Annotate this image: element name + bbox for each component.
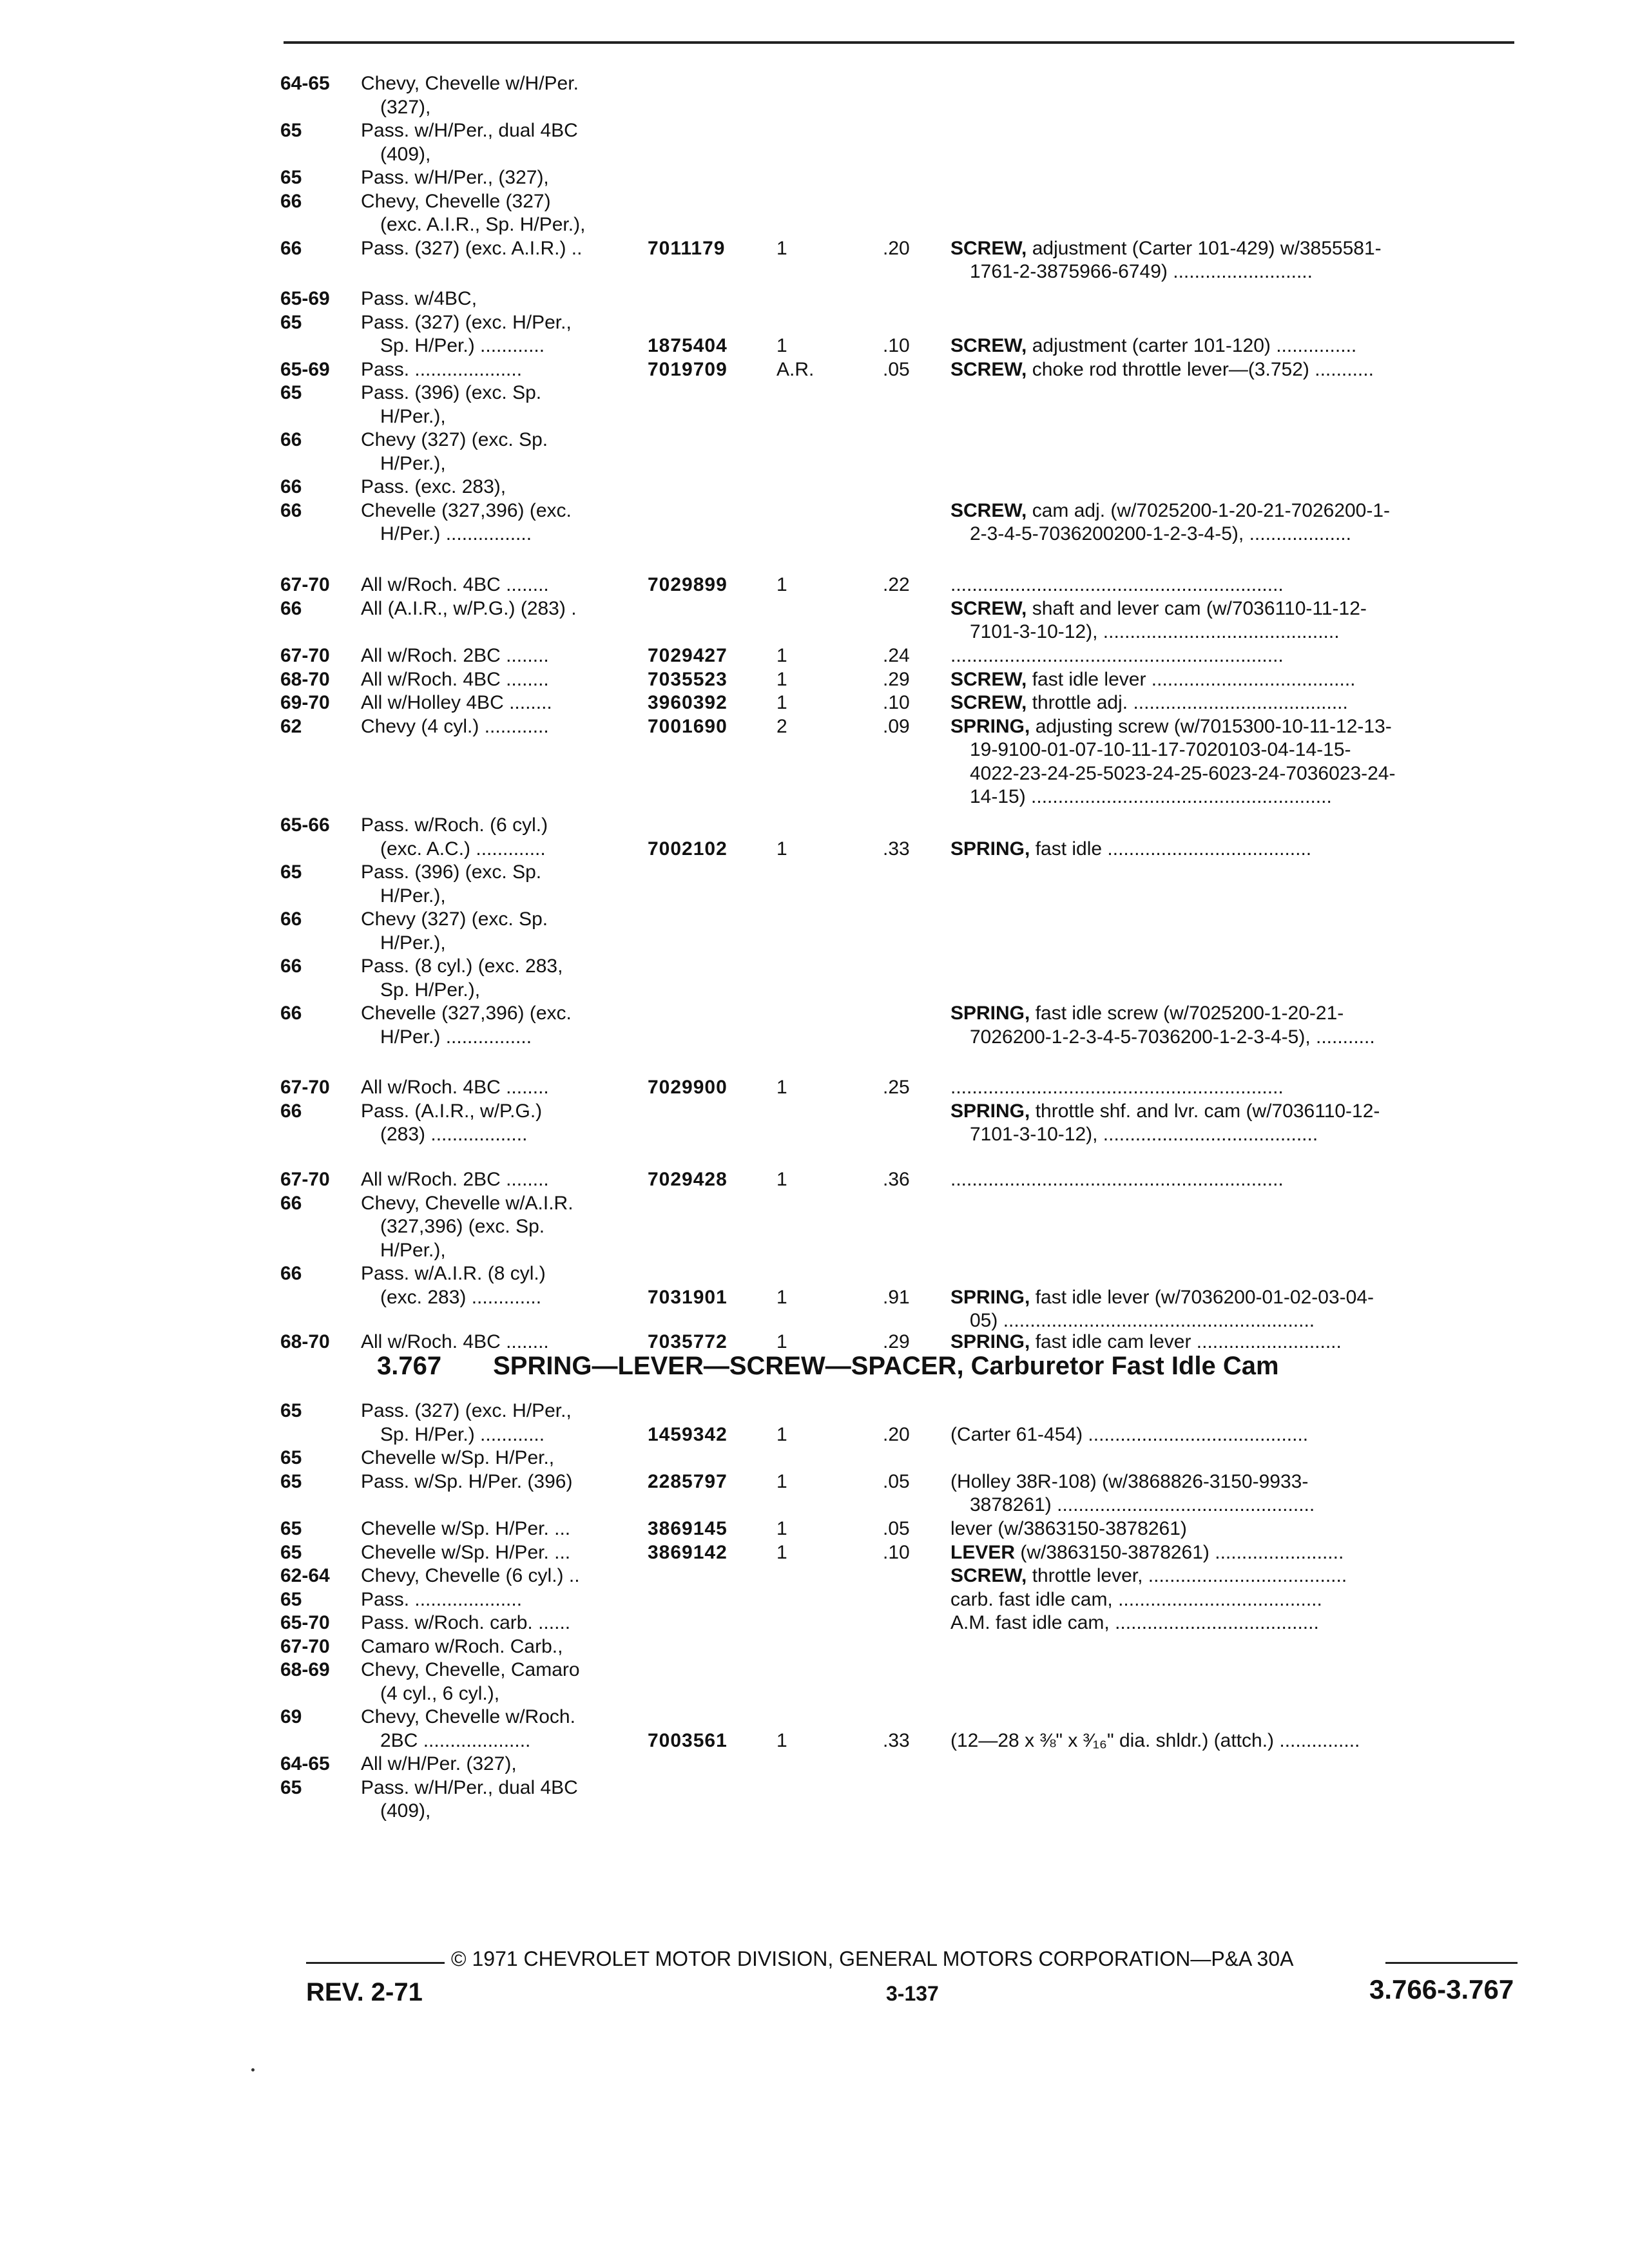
application: Chevelle (327,396) (exc. <box>361 499 572 521</box>
description <box>970 738 1530 762</box>
application: All w/Roch. 2BC ........ <box>361 1169 549 1190</box>
application: Chevy (4 cyl.) ............ <box>361 715 549 737</box>
description-text: throttle adj. ........................................ <box>1027 692 1348 713</box>
model-year: 65 <box>280 861 302 883</box>
part-number: 7019709 <box>648 358 728 380</box>
price: .29 <box>883 668 910 690</box>
description <box>970 620 1530 644</box>
description-keyword: SPRING, <box>950 1100 1030 1122</box>
description-keyword: SPRING, <box>950 838 1030 860</box>
description-text: 4022-23-24-25-5023-24-25-6023-24-7036023-24- <box>970 762 1396 784</box>
copyright-line: © 1971 CHEVROLET MOTOR DIVISION, GENERAL MOTORS CORPORATION—P&A 30A <box>451 1947 1294 1970</box>
application: Chevy (327) (exc. Sp. <box>361 908 548 930</box>
price: .05 <box>883 1518 910 1539</box>
model-year: 65-69 <box>280 358 330 380</box>
model-year: 64-65 <box>280 1753 330 1774</box>
part-number: 7001690 <box>648 715 728 737</box>
description-keyword: SPRING, <box>950 715 1030 737</box>
price: .10 <box>883 692 910 713</box>
application: H/Per.), <box>380 932 446 954</box>
description <box>950 691 1511 715</box>
description-text: 7101-3-10-12), ........................................ <box>970 1124 1318 1145</box>
quantity: 1 <box>776 335 787 356</box>
model-year: 67-70 <box>280 1635 330 1657</box>
description <box>970 260 1530 284</box>
model-year: 67-70 <box>280 574 330 595</box>
description-text: cam adj. (w/7025200-1-20-21-7026200-1- <box>1027 499 1391 521</box>
description-text: throttle shf. and lvr. cam (w/7036110-12- <box>1030 1100 1380 1122</box>
quantity: 1 <box>776 838 787 860</box>
description <box>970 1309 1530 1332</box>
description-keyword: SCREW, <box>950 597 1027 619</box>
model-year: 65 <box>280 1518 302 1539</box>
price: .20 <box>883 237 910 259</box>
description <box>950 358 1511 381</box>
description <box>950 1611 1511 1635</box>
quantity: 1 <box>776 1729 787 1751</box>
price: .09 <box>883 715 910 737</box>
application: Chevy, Chevelle w/Roch. <box>361 1706 575 1727</box>
description <box>950 1331 1511 1354</box>
application: All w/Roch. 4BC ........ <box>361 1331 549 1352</box>
quantity: 1 <box>776 1470 787 1492</box>
application: H/Per.), <box>380 885 446 907</box>
application: All (A.I.R., w/P.G.) (283) . <box>361 597 577 619</box>
footer-rule-left <box>306 1962 445 1964</box>
application: Chevy, Chevelle (327) <box>361 190 551 212</box>
application: Pass. (8 cyl.) (exc. 283, <box>361 956 563 977</box>
model-year: 68-69 <box>280 1659 330 1680</box>
description-text: 3878261) ................................................ <box>970 1494 1315 1515</box>
description <box>970 762 1530 785</box>
description-text: adjustment (Carter 101-429) w/3855581- <box>1027 237 1382 259</box>
quantity: 1 <box>776 574 787 595</box>
part-number: 3869142 <box>648 1541 728 1563</box>
model-year: 66 <box>280 429 302 450</box>
section-title: SPRING—LEVER—SCREW—SPACER, Carburetor Fast Idle Cam <box>493 1352 1279 1380</box>
section-number: 3.767 <box>377 1352 442 1380</box>
part-number: 1875404 <box>648 335 728 356</box>
application: H/Per.) ................ <box>380 523 532 544</box>
model-year: 66 <box>280 1263 302 1284</box>
price: .33 <box>883 838 910 860</box>
description-text: (12—28 x ⅜" x ³⁄₁₆" dia. shldr.) (attch.) ............... <box>950 1729 1360 1751</box>
description-text: adjusting screw (w/7015300-10-11-12-13- <box>1030 715 1392 737</box>
model-year: 68-70 <box>280 1331 330 1352</box>
description-text: A.M. fast idle cam, ...................................... <box>950 1612 1319 1633</box>
model-year: 65-69 <box>280 288 330 309</box>
description <box>950 715 1511 738</box>
application: Camaro w/Roch. Carb., <box>361 1635 563 1657</box>
description-text: shaft and lever cam (w/7036110-11-12- <box>1027 597 1367 619</box>
application: Chevelle w/Sp. H/Per. ... <box>361 1518 571 1539</box>
quantity: 2 <box>776 715 787 737</box>
description <box>970 523 1530 546</box>
model-year: 69 <box>280 1706 302 1727</box>
description <box>970 1123 1530 1146</box>
description <box>970 1494 1530 1517</box>
description-text: carb. fast idle cam, ...................................... <box>950 1588 1322 1610</box>
part-number: 1459342 <box>648 1423 728 1445</box>
description-keyword: SCREW, <box>950 1565 1027 1586</box>
application: Pass. .................... <box>361 358 523 380</box>
description-text: (Holley 38R-108) (w/3868826-3150-9933- <box>950 1470 1309 1492</box>
model-year: 67-70 <box>280 1077 330 1098</box>
description <box>950 644 1511 668</box>
application: Pass. (396) (exc. Sp. <box>361 861 542 883</box>
description <box>950 838 1511 861</box>
quantity: 1 <box>776 1541 787 1563</box>
description-keyword: SCREW, <box>950 237 1027 259</box>
quantity: 1 <box>776 668 787 690</box>
section-range: 3.766-3.767 <box>1369 1974 1514 2004</box>
model-year: 68-70 <box>280 668 330 690</box>
model-year: 65 <box>280 120 302 141</box>
description <box>950 597 1511 620</box>
application: All w/Holley 4BC ........ <box>361 692 552 713</box>
part-number: 3960392 <box>648 692 728 713</box>
application: (exc. A.I.R., Sp. H/Per.), <box>380 214 586 235</box>
part-number: 7029899 <box>648 574 728 595</box>
part-number: 7035523 <box>648 668 728 690</box>
application: Chevy, Chevelle w/H/Per. <box>361 73 579 94</box>
price: .05 <box>883 358 910 380</box>
price: .91 <box>883 1286 910 1308</box>
model-year: 65 <box>280 167 302 188</box>
model-year: 65 <box>280 1776 302 1798</box>
price: .10 <box>883 1541 910 1563</box>
application: Chevy, Chevelle (6 cyl.) .. <box>361 1565 580 1586</box>
description-text: (Carter 61-454) ......................................... <box>950 1423 1309 1445</box>
description-keyword: SCREW, <box>950 668 1027 690</box>
application: All w/H/Per. (327), <box>361 1753 517 1774</box>
description-text: choke rod throttle lever—(3.752) ........... <box>1027 358 1374 380</box>
model-year: 66 <box>280 597 302 619</box>
model-year: 65 <box>280 1447 302 1468</box>
application: Chevelle w/Sp. H/Per., <box>361 1447 555 1468</box>
application: Pass. w/Sp. H/Per. (396) <box>361 1470 573 1492</box>
model-year: 65-66 <box>280 814 330 836</box>
application: Sp. H/Per.) ............ <box>380 1423 545 1445</box>
description <box>950 1423 1511 1446</box>
application: Pass. (exc. 283), <box>361 476 506 497</box>
description-text: adjustment (carter 101-120) ............... <box>1027 335 1357 356</box>
application: Chevy, Chevelle w/A.I.R. <box>361 1192 574 1214</box>
description-text: fast idle screw (w/7025200-1-20-21- <box>1030 1003 1344 1024</box>
description <box>950 1076 1511 1099</box>
price: .29 <box>883 1331 910 1352</box>
model-year: 66 <box>280 908 302 930</box>
application: Pass. (327) (exc. H/Per., <box>361 1400 572 1421</box>
application: All w/Roch. 4BC ........ <box>361 668 549 690</box>
description-keyword: SCREW, <box>950 335 1027 356</box>
part-number: 3869145 <box>648 1518 728 1539</box>
description-text: 2-3-4-5-7036200200-1-2-3-4-5), ................... <box>970 523 1351 544</box>
application: Sp. H/Per.), <box>380 979 481 1001</box>
description-text: .............................................................. <box>950 574 1284 595</box>
application: H/Per.), <box>380 452 446 474</box>
part-number: 7003561 <box>648 1729 728 1751</box>
description-keyword: SPRING, <box>950 1286 1030 1308</box>
description <box>950 1564 1511 1588</box>
quantity: 1 <box>776 237 787 259</box>
model-year: 66 <box>280 499 302 521</box>
model-year: 69-70 <box>280 692 330 713</box>
description-text: (w/3863150-3878261) ........................ <box>1015 1541 1344 1563</box>
description-keyword: LEVER <box>950 1541 1016 1563</box>
description-keyword: SCREW, <box>950 692 1027 713</box>
page-number: 3-137 <box>886 1982 939 2005</box>
model-year: 65 <box>280 382 302 403</box>
application: All w/Roch. 4BC ........ <box>361 574 549 595</box>
model-year: 65 <box>280 1470 302 1492</box>
application: Pass. w/H/Per., dual 4BC <box>361 1776 578 1798</box>
model-year: 67-70 <box>280 1169 330 1190</box>
description-text: 19-9100-01-07-10-11-17-7020103-04-14-15- <box>970 739 1351 760</box>
section-heading <box>377 1352 1279 1381</box>
application: Pass. w/4BC, <box>361 288 477 309</box>
description <box>950 1588 1511 1611</box>
description-text: 05) .......................................................... <box>970 1310 1315 1331</box>
quantity: 1 <box>776 1286 787 1308</box>
application: All w/Roch. 4BC ........ <box>361 1077 549 1098</box>
model-year: 66 <box>280 476 302 497</box>
quantity: 1 <box>776 1077 787 1098</box>
application: Pass. w/H/Per., (327), <box>361 167 549 188</box>
model-year: 65 <box>280 1400 302 1421</box>
price: .36 <box>883 1169 910 1190</box>
description-text: 1761-2-3875966-6749) .......................... <box>970 261 1313 282</box>
application: (409), <box>380 143 431 165</box>
description-text: 14-15) ........................................................ <box>970 786 1332 807</box>
description-text: fast idle ...................................... <box>1030 838 1312 860</box>
model-year: 65 <box>280 311 302 333</box>
description-text: fast idle lever ...................................... <box>1027 668 1356 690</box>
application: Pass. w/Roch. (6 cyl.) <box>361 814 548 836</box>
application: H/Per.), <box>380 1239 446 1261</box>
part-number: 7029428 <box>648 1169 728 1190</box>
application: Chevy, Chevelle, Camaro <box>361 1659 580 1680</box>
application: (283) .................. <box>380 1124 528 1145</box>
model-year: 65-70 <box>280 1612 330 1633</box>
price: .33 <box>883 1729 910 1751</box>
quantity: 1 <box>776 1423 787 1445</box>
model-year: 66 <box>280 956 302 977</box>
quantity: A.R. <box>776 358 815 380</box>
footer-rule-right <box>1385 1962 1518 1964</box>
part-number: 7011179 <box>648 237 726 259</box>
application: Pass. w/A.I.R. (8 cyl.) <box>361 1263 546 1284</box>
part-number: 7029900 <box>648 1077 728 1098</box>
description <box>950 1470 1511 1494</box>
application: Chevelle (327,396) (exc. <box>361 1003 572 1024</box>
model-year: 66 <box>280 190 302 212</box>
description <box>950 237 1511 260</box>
quantity: 1 <box>776 1518 787 1539</box>
application: Pass. (A.I.R., w/P.G.) <box>361 1100 543 1122</box>
description <box>950 668 1511 691</box>
application: Chevelle w/Sp. H/Per. ... <box>361 1541 571 1563</box>
description-text: .............................................................. <box>950 645 1284 666</box>
model-year: 66 <box>280 1100 302 1122</box>
description-text: lever (w/3863150-3878261) <box>950 1518 1187 1539</box>
description-text: .............................................................. <box>950 1077 1284 1098</box>
description-text: 7026200-1-2-3-4-5-7036200-1-2-3-4-5), ........... <box>970 1026 1375 1048</box>
application: 2BC .................... <box>380 1729 531 1751</box>
description-text: .............................................................. <box>950 1169 1284 1190</box>
description <box>950 499 1511 523</box>
model-year: 65 <box>280 1588 302 1610</box>
description <box>970 785 1530 809</box>
part-number: 7029427 <box>648 645 728 666</box>
description-keyword: SCREW, <box>950 358 1027 380</box>
application: (4 cyl., 6 cyl.), <box>380 1682 500 1704</box>
price: .24 <box>883 645 910 666</box>
model-year: 66 <box>280 1192 302 1214</box>
application: Pass. (327) (exc. A.I.R.) .. <box>361 237 583 259</box>
application: (exc. 283) ............. <box>380 1286 542 1308</box>
price: .20 <box>883 1423 910 1445</box>
model-year: 62 <box>280 715 302 737</box>
price: .22 <box>883 574 910 595</box>
description <box>950 1286 1511 1309</box>
quantity: 1 <box>776 1169 787 1190</box>
description <box>950 1729 1511 1753</box>
part-number: 7031901 <box>648 1286 728 1308</box>
application: Pass. w/H/Per., dual 4BC <box>361 120 578 141</box>
application: (exc. A.C.) ............. <box>380 838 546 860</box>
description-text: fast idle cam lever ........................... <box>1030 1331 1342 1352</box>
description-text: throttle lever, ..................................... <box>1027 1565 1347 1586</box>
application: Chevy (327) (exc. Sp. <box>361 429 548 450</box>
application: Sp. H/Per.) ............ <box>380 335 545 356</box>
model-year: 65 <box>280 1541 302 1563</box>
description <box>950 1002 1511 1025</box>
description <box>950 573 1511 597</box>
application: H/Per.), <box>380 405 446 427</box>
description <box>950 1168 1511 1191</box>
application: (327), <box>380 96 431 118</box>
part-number: 2285797 <box>648 1470 728 1492</box>
description-keyword: SPRING, <box>950 1331 1030 1352</box>
description <box>970 1026 1530 1049</box>
application: (409), <box>380 1800 431 1821</box>
quantity: 1 <box>776 692 787 713</box>
application: All w/Roch. 2BC ........ <box>361 645 549 666</box>
description <box>950 334 1511 358</box>
application: (327,396) (exc. Sp. <box>380 1216 545 1237</box>
application: H/Per.) ................ <box>380 1026 532 1048</box>
scan-speck <box>251 2068 255 2071</box>
description <box>950 1517 1511 1541</box>
description <box>950 1541 1511 1564</box>
application: Pass. w/Roch. carb. ...... <box>361 1612 571 1633</box>
price: .10 <box>883 335 910 356</box>
model-year: 64-65 <box>280 73 330 94</box>
description-text: 7101-3-10-12), ............................................ <box>970 621 1340 642</box>
model-year: 62-64 <box>280 1565 330 1586</box>
description-keyword: SPRING, <box>950 1003 1030 1024</box>
description-text: fast idle lever (w/7036200-01-02-03-04- <box>1030 1286 1374 1308</box>
part-number: 7002102 <box>648 838 728 860</box>
quantity: 1 <box>776 1331 787 1352</box>
model-year: 66 <box>280 237 302 259</box>
model-year: 67-70 <box>280 645 330 666</box>
application: Pass. (396) (exc. Sp. <box>361 382 542 403</box>
model-year: 66 <box>280 1003 302 1024</box>
revision-label: REV. 2-71 <box>306 1978 423 2006</box>
application: Pass. (327) (exc. H/Per., <box>361 311 572 333</box>
price: .25 <box>883 1077 910 1098</box>
description <box>950 1100 1511 1123</box>
quantity: 1 <box>776 645 787 666</box>
price: .05 <box>883 1470 910 1492</box>
part-number: 7035772 <box>648 1331 728 1352</box>
description-keyword: SCREW, <box>950 499 1027 521</box>
application: Pass. .................... <box>361 1588 523 1610</box>
